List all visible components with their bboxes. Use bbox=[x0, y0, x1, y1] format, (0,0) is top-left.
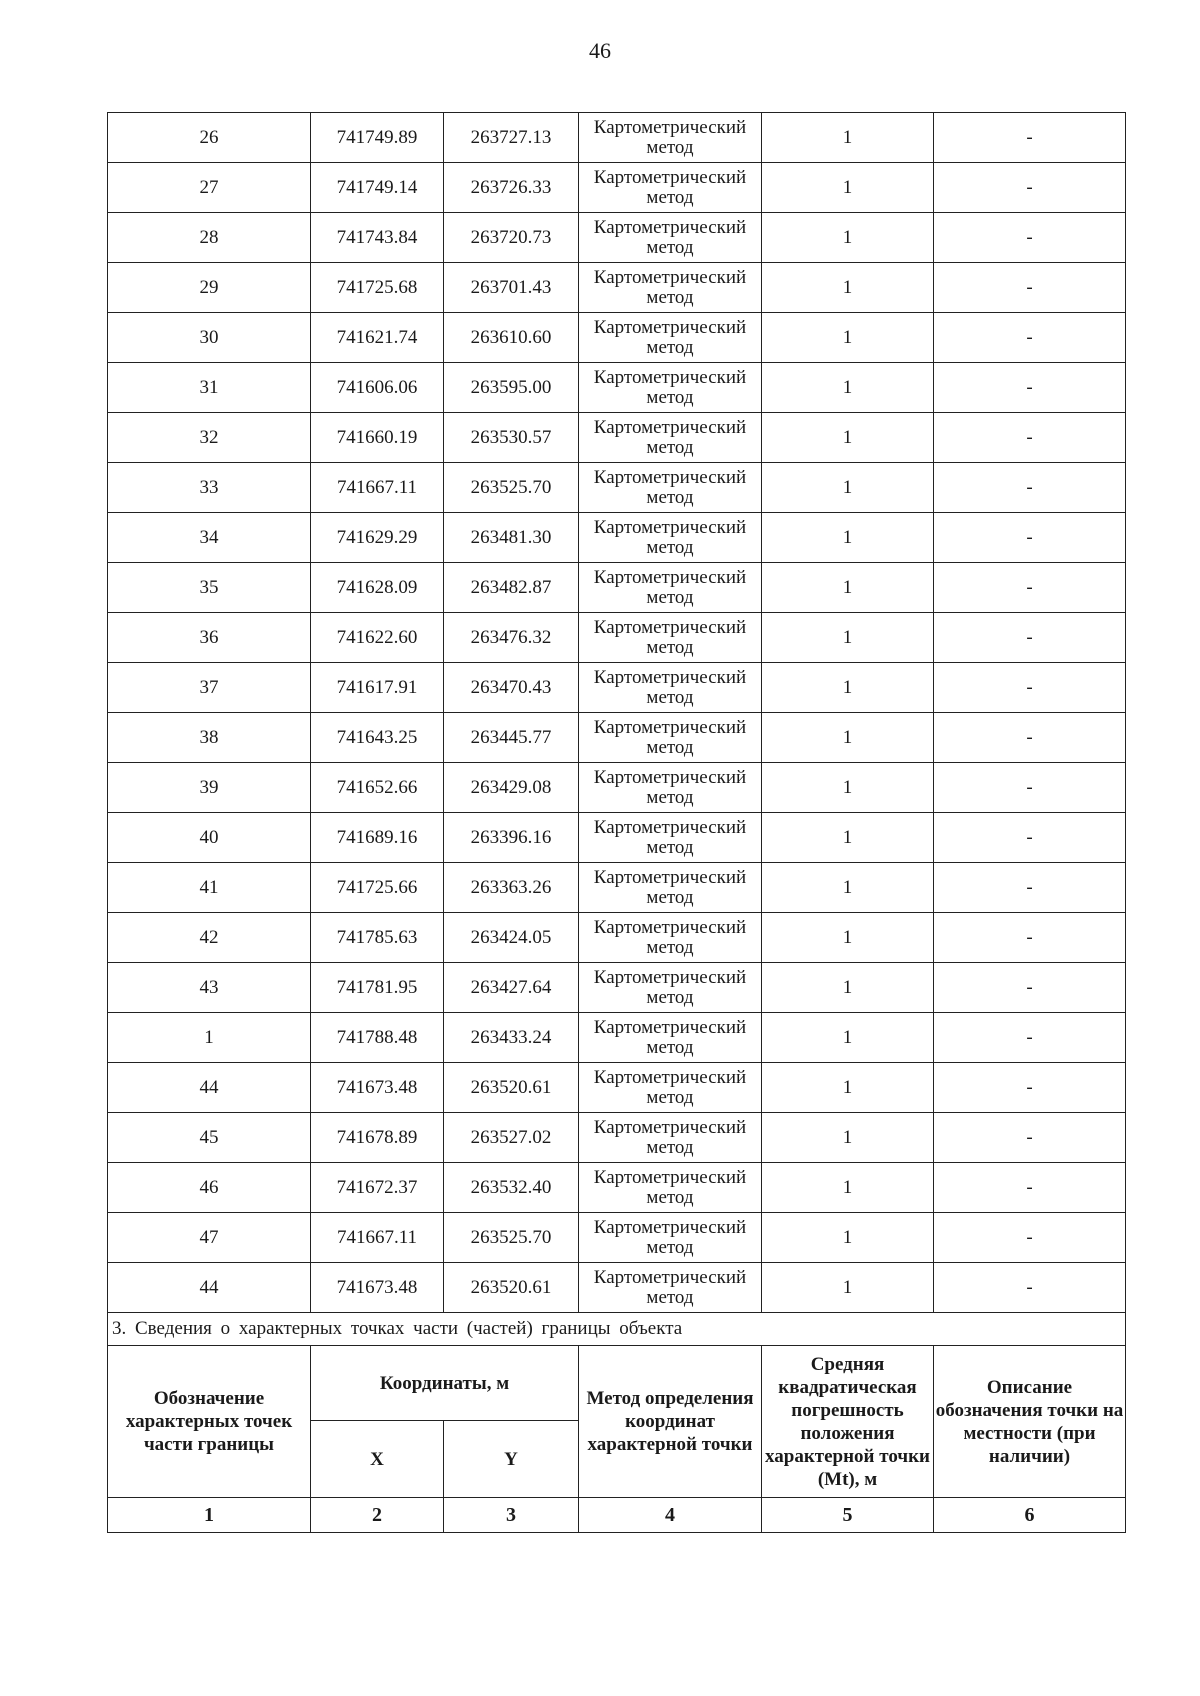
y-cell: 263720.73 bbox=[444, 213, 579, 263]
header-x: X bbox=[311, 1421, 444, 1498]
method-line: метод bbox=[646, 1036, 694, 1058]
method-cell bbox=[579, 763, 762, 813]
column-number: 3 bbox=[444, 1498, 579, 1533]
method-line: метод bbox=[646, 1086, 694, 1108]
header-coordinates: Координаты, м bbox=[311, 1346, 579, 1421]
point-cell: 26 bbox=[108, 113, 311, 163]
method-line: Картометрический bbox=[593, 1166, 747, 1188]
method-line: Картометрический bbox=[593, 1066, 747, 1088]
mt-cell: 1 bbox=[762, 1163, 934, 1213]
method-line: Картометрический bbox=[593, 166, 747, 188]
mt-cell: 1 bbox=[762, 113, 934, 163]
method-cell bbox=[579, 813, 762, 863]
column-number: 1 bbox=[108, 1498, 311, 1533]
description-cell: - bbox=[934, 1213, 1126, 1263]
y-cell: 263595.00 bbox=[444, 363, 579, 413]
method-line: метод bbox=[646, 886, 694, 908]
description-cell: - bbox=[934, 1063, 1126, 1113]
mt-cell: 1 bbox=[762, 1213, 934, 1263]
method-line: Картометрический bbox=[593, 1016, 747, 1038]
table-row bbox=[108, 663, 1126, 713]
method-line: Картометрический bbox=[593, 1216, 747, 1238]
method-cell bbox=[579, 913, 762, 963]
method-cell bbox=[579, 663, 762, 713]
table-row bbox=[108, 713, 1126, 763]
x-cell: 741622.60 bbox=[311, 613, 444, 663]
method-line: метод bbox=[646, 986, 694, 1008]
boundary-points-table bbox=[107, 112, 1126, 1533]
description-cell: - bbox=[934, 363, 1126, 413]
method-line: Картометрический bbox=[593, 366, 747, 388]
x-cell: 741743.84 bbox=[311, 213, 444, 263]
y-cell: 263520.61 bbox=[444, 1063, 579, 1113]
mt-cell: 1 bbox=[762, 163, 934, 213]
method-line: Картометрический bbox=[593, 116, 747, 138]
y-cell: 263530.57 bbox=[444, 413, 579, 463]
method-line: Картометрический bbox=[593, 416, 747, 438]
table-body bbox=[108, 113, 1126, 1313]
point-cell: 32 bbox=[108, 413, 311, 463]
method-line: Картометрический bbox=[593, 1266, 747, 1288]
method-cell bbox=[579, 1113, 762, 1163]
table-row bbox=[108, 813, 1126, 863]
description-cell: - bbox=[934, 763, 1126, 813]
description-cell: - bbox=[934, 713, 1126, 763]
description-cell: - bbox=[934, 263, 1126, 313]
table-row bbox=[108, 213, 1126, 263]
point-cell: 44 bbox=[108, 1263, 311, 1313]
description-cell: - bbox=[934, 813, 1126, 863]
method-line: метод bbox=[646, 286, 694, 308]
y-cell: 263727.13 bbox=[444, 113, 579, 163]
header-y: Y bbox=[444, 1421, 579, 1498]
method-cell bbox=[579, 713, 762, 763]
method-line: Картометрический bbox=[593, 966, 747, 988]
description-cell: - bbox=[934, 163, 1126, 213]
column-number: 5 bbox=[762, 1498, 934, 1533]
method-cell bbox=[579, 213, 762, 263]
method-line: метод bbox=[646, 386, 694, 408]
x-cell: 741643.25 bbox=[311, 713, 444, 763]
method-cell bbox=[579, 863, 762, 913]
mt-cell: 1 bbox=[762, 763, 934, 813]
x-cell: 741629.29 bbox=[311, 513, 444, 563]
y-cell: 263481.30 bbox=[444, 513, 579, 563]
description-cell: - bbox=[934, 563, 1126, 613]
mt-cell: 1 bbox=[762, 563, 934, 613]
y-cell: 263476.32 bbox=[444, 613, 579, 663]
table-row bbox=[108, 1163, 1126, 1213]
method-line: метод bbox=[646, 836, 694, 858]
description-cell: - bbox=[934, 113, 1126, 163]
x-cell: 741673.48 bbox=[311, 1063, 444, 1113]
x-cell: 741617.91 bbox=[311, 663, 444, 713]
method-line: метод bbox=[646, 136, 694, 158]
method-line: Картометрический bbox=[593, 716, 747, 738]
description-cell: - bbox=[934, 513, 1126, 563]
mt-cell: 1 bbox=[762, 1113, 934, 1163]
description-cell: - bbox=[934, 663, 1126, 713]
description-cell: - bbox=[934, 613, 1126, 663]
method-line: метод bbox=[646, 486, 694, 508]
point-cell: 31 bbox=[108, 363, 311, 413]
table-row bbox=[108, 1263, 1126, 1313]
table-row bbox=[108, 863, 1126, 913]
mt-cell: 1 bbox=[762, 1013, 934, 1063]
point-cell: 44 bbox=[108, 1063, 311, 1113]
method-line: Картометрический bbox=[593, 566, 747, 588]
method-cell bbox=[579, 1013, 762, 1063]
point-cell: 33 bbox=[108, 463, 311, 513]
mt-cell: 1 bbox=[762, 863, 934, 913]
method-cell bbox=[579, 613, 762, 663]
method-line: Картометрический bbox=[593, 516, 747, 538]
x-cell: 741606.06 bbox=[311, 363, 444, 413]
table-row bbox=[108, 363, 1126, 413]
method-line: Картометрический bbox=[593, 266, 747, 288]
point-cell: 30 bbox=[108, 313, 311, 363]
x-cell: 741678.89 bbox=[311, 1113, 444, 1163]
method-cell bbox=[579, 413, 762, 463]
header-point-designation: Обозначение характерных точек части границы bbox=[108, 1346, 311, 1498]
method-line: Картометрический bbox=[593, 316, 747, 338]
page-number: 46 bbox=[589, 38, 611, 63]
x-cell: 741673.48 bbox=[311, 1263, 444, 1313]
y-cell: 263482.87 bbox=[444, 563, 579, 613]
method-cell bbox=[579, 1063, 762, 1113]
description-cell: - bbox=[934, 863, 1126, 913]
point-cell: 1 bbox=[108, 1013, 311, 1063]
mt-cell: 1 bbox=[762, 213, 934, 263]
description-cell: - bbox=[934, 963, 1126, 1013]
method-cell bbox=[579, 313, 762, 363]
y-cell: 263429.08 bbox=[444, 763, 579, 813]
table-row bbox=[108, 1063, 1126, 1113]
y-cell: 263701.43 bbox=[444, 263, 579, 313]
method-cell bbox=[579, 1263, 762, 1313]
header-description: Описание обозначения точки на местности (при наличии) bbox=[934, 1346, 1126, 1498]
description-cell: - bbox=[934, 213, 1126, 263]
y-cell: 263470.43 bbox=[444, 663, 579, 713]
point-cell: 39 bbox=[108, 763, 311, 813]
method-line: Картометрический bbox=[593, 666, 747, 688]
x-cell: 741749.89 bbox=[311, 113, 444, 163]
point-cell: 41 bbox=[108, 863, 311, 913]
method-line: метод bbox=[646, 1186, 694, 1208]
mt-cell: 1 bbox=[762, 363, 934, 413]
method-line: метод bbox=[646, 236, 694, 258]
method-line: Картометрический bbox=[593, 766, 747, 788]
method-line: Картометрический bbox=[593, 916, 747, 938]
description-cell: - bbox=[934, 1163, 1126, 1213]
method-cell bbox=[579, 563, 762, 613]
method-cell bbox=[579, 1213, 762, 1263]
x-cell: 741788.48 bbox=[311, 1013, 444, 1063]
table-row bbox=[108, 163, 1126, 213]
description-cell: - bbox=[934, 313, 1126, 363]
point-cell: 35 bbox=[108, 563, 311, 613]
x-cell: 741689.16 bbox=[311, 813, 444, 863]
method-line: метод bbox=[646, 786, 694, 808]
table-row bbox=[108, 463, 1126, 513]
description-cell: - bbox=[934, 1013, 1126, 1063]
method-line: метод bbox=[646, 336, 694, 358]
mt-cell: 1 bbox=[762, 313, 934, 363]
mt-cell: 1 bbox=[762, 663, 934, 713]
description-cell: - bbox=[934, 1263, 1126, 1313]
x-cell: 741628.09 bbox=[311, 563, 444, 613]
mt-cell: 1 bbox=[762, 913, 934, 963]
table-row bbox=[108, 113, 1126, 163]
method-cell bbox=[579, 163, 762, 213]
description-cell: - bbox=[934, 413, 1126, 463]
table-row bbox=[108, 563, 1126, 613]
mt-cell: 1 bbox=[762, 813, 934, 863]
table-row bbox=[108, 913, 1126, 963]
mt-cell: 1 bbox=[762, 1063, 934, 1113]
method-line: метод bbox=[646, 436, 694, 458]
table-row bbox=[108, 413, 1126, 463]
method-line: метод bbox=[646, 736, 694, 758]
y-cell: 263527.02 bbox=[444, 1113, 579, 1163]
table-row bbox=[108, 513, 1126, 563]
method-line: Картометрический bbox=[593, 466, 747, 488]
x-cell: 741652.66 bbox=[311, 763, 444, 813]
section3-header bbox=[108, 1313, 1126, 1533]
method-line: Картометрический bbox=[593, 616, 747, 638]
table-row bbox=[108, 1113, 1126, 1163]
x-cell: 741667.11 bbox=[311, 463, 444, 513]
method-line: Картометрический bbox=[593, 866, 747, 888]
method-line: метод bbox=[646, 1136, 694, 1158]
method-line: Картометрический bbox=[593, 816, 747, 838]
point-cell: 43 bbox=[108, 963, 311, 1013]
y-cell: 263610.60 bbox=[444, 313, 579, 363]
point-cell: 37 bbox=[108, 663, 311, 713]
header-method: Метод определения координат характерной точки bbox=[579, 1346, 762, 1498]
description-cell: - bbox=[934, 1113, 1126, 1163]
y-cell: 263427.64 bbox=[444, 963, 579, 1013]
method-cell bbox=[579, 513, 762, 563]
point-cell: 46 bbox=[108, 1163, 311, 1213]
x-cell: 741621.74 bbox=[311, 313, 444, 363]
method-cell bbox=[579, 363, 762, 413]
method-cell bbox=[579, 963, 762, 1013]
table-row bbox=[108, 613, 1126, 663]
y-cell: 263726.33 bbox=[444, 163, 579, 213]
y-cell: 263433.24 bbox=[444, 1013, 579, 1063]
method-cell bbox=[579, 263, 762, 313]
x-cell: 741725.66 bbox=[311, 863, 444, 913]
method-cell bbox=[579, 463, 762, 513]
x-cell: 741660.19 bbox=[311, 413, 444, 463]
y-cell: 263445.77 bbox=[444, 713, 579, 763]
method-line: метод bbox=[646, 1236, 694, 1258]
table-row bbox=[108, 763, 1126, 813]
method-line: Картометрический bbox=[593, 216, 747, 238]
point-cell: 42 bbox=[108, 913, 311, 963]
table-row bbox=[108, 1013, 1126, 1063]
x-cell: 741672.37 bbox=[311, 1163, 444, 1213]
header-mt: Средняя квадратическая погрешность положения характерной точки (Mt), м bbox=[762, 1346, 934, 1498]
y-cell: 263363.26 bbox=[444, 863, 579, 913]
description-cell: - bbox=[934, 463, 1126, 513]
method-line: метод bbox=[646, 586, 694, 608]
column-number: 4 bbox=[579, 1498, 762, 1533]
method-cell bbox=[579, 1163, 762, 1213]
mt-cell: 1 bbox=[762, 963, 934, 1013]
x-cell: 741749.14 bbox=[311, 163, 444, 213]
point-cell: 45 bbox=[108, 1113, 311, 1163]
y-cell: 263520.61 bbox=[444, 1263, 579, 1313]
point-cell: 34 bbox=[108, 513, 311, 563]
method-line: метод bbox=[646, 1286, 694, 1308]
method-line: метод bbox=[646, 636, 694, 658]
point-cell: 38 bbox=[108, 713, 311, 763]
description-cell: - bbox=[934, 913, 1126, 963]
x-cell: 741781.95 bbox=[311, 963, 444, 1013]
mt-cell: 1 bbox=[762, 613, 934, 663]
point-cell: 28 bbox=[108, 213, 311, 263]
y-cell: 263396.16 bbox=[444, 813, 579, 863]
point-cell: 47 bbox=[108, 1213, 311, 1263]
table-row bbox=[108, 1213, 1126, 1263]
x-cell: 741785.63 bbox=[311, 913, 444, 963]
mt-cell: 1 bbox=[762, 713, 934, 763]
table-row bbox=[108, 963, 1126, 1013]
y-cell: 263424.05 bbox=[444, 913, 579, 963]
table-row bbox=[108, 263, 1126, 313]
x-cell: 741667.11 bbox=[311, 1213, 444, 1263]
point-cell: 27 bbox=[108, 163, 311, 213]
section-title: 3. Сведения о характерных точках части (частей) границы объекта bbox=[108, 1313, 1126, 1346]
y-cell: 263525.70 bbox=[444, 463, 579, 513]
method-cell bbox=[579, 113, 762, 163]
mt-cell: 1 bbox=[762, 513, 934, 563]
point-cell: 36 bbox=[108, 613, 311, 663]
point-cell: 29 bbox=[108, 263, 311, 313]
method-line: метод bbox=[646, 186, 694, 208]
y-cell: 263525.70 bbox=[444, 1213, 579, 1263]
point-cell: 40 bbox=[108, 813, 311, 863]
y-cell: 263532.40 bbox=[444, 1163, 579, 1213]
method-line: метод bbox=[646, 536, 694, 558]
mt-cell: 1 bbox=[762, 463, 934, 513]
column-number: 6 bbox=[934, 1498, 1126, 1533]
method-line: метод bbox=[646, 686, 694, 708]
method-line: метод bbox=[646, 936, 694, 958]
mt-cell: 1 bbox=[762, 1263, 934, 1313]
x-cell: 741725.68 bbox=[311, 263, 444, 313]
method-line: Картометрический bbox=[593, 1116, 747, 1138]
table-row bbox=[108, 313, 1126, 363]
mt-cell: 1 bbox=[762, 263, 934, 313]
column-number: 2 bbox=[311, 1498, 444, 1533]
mt-cell: 1 bbox=[762, 413, 934, 463]
